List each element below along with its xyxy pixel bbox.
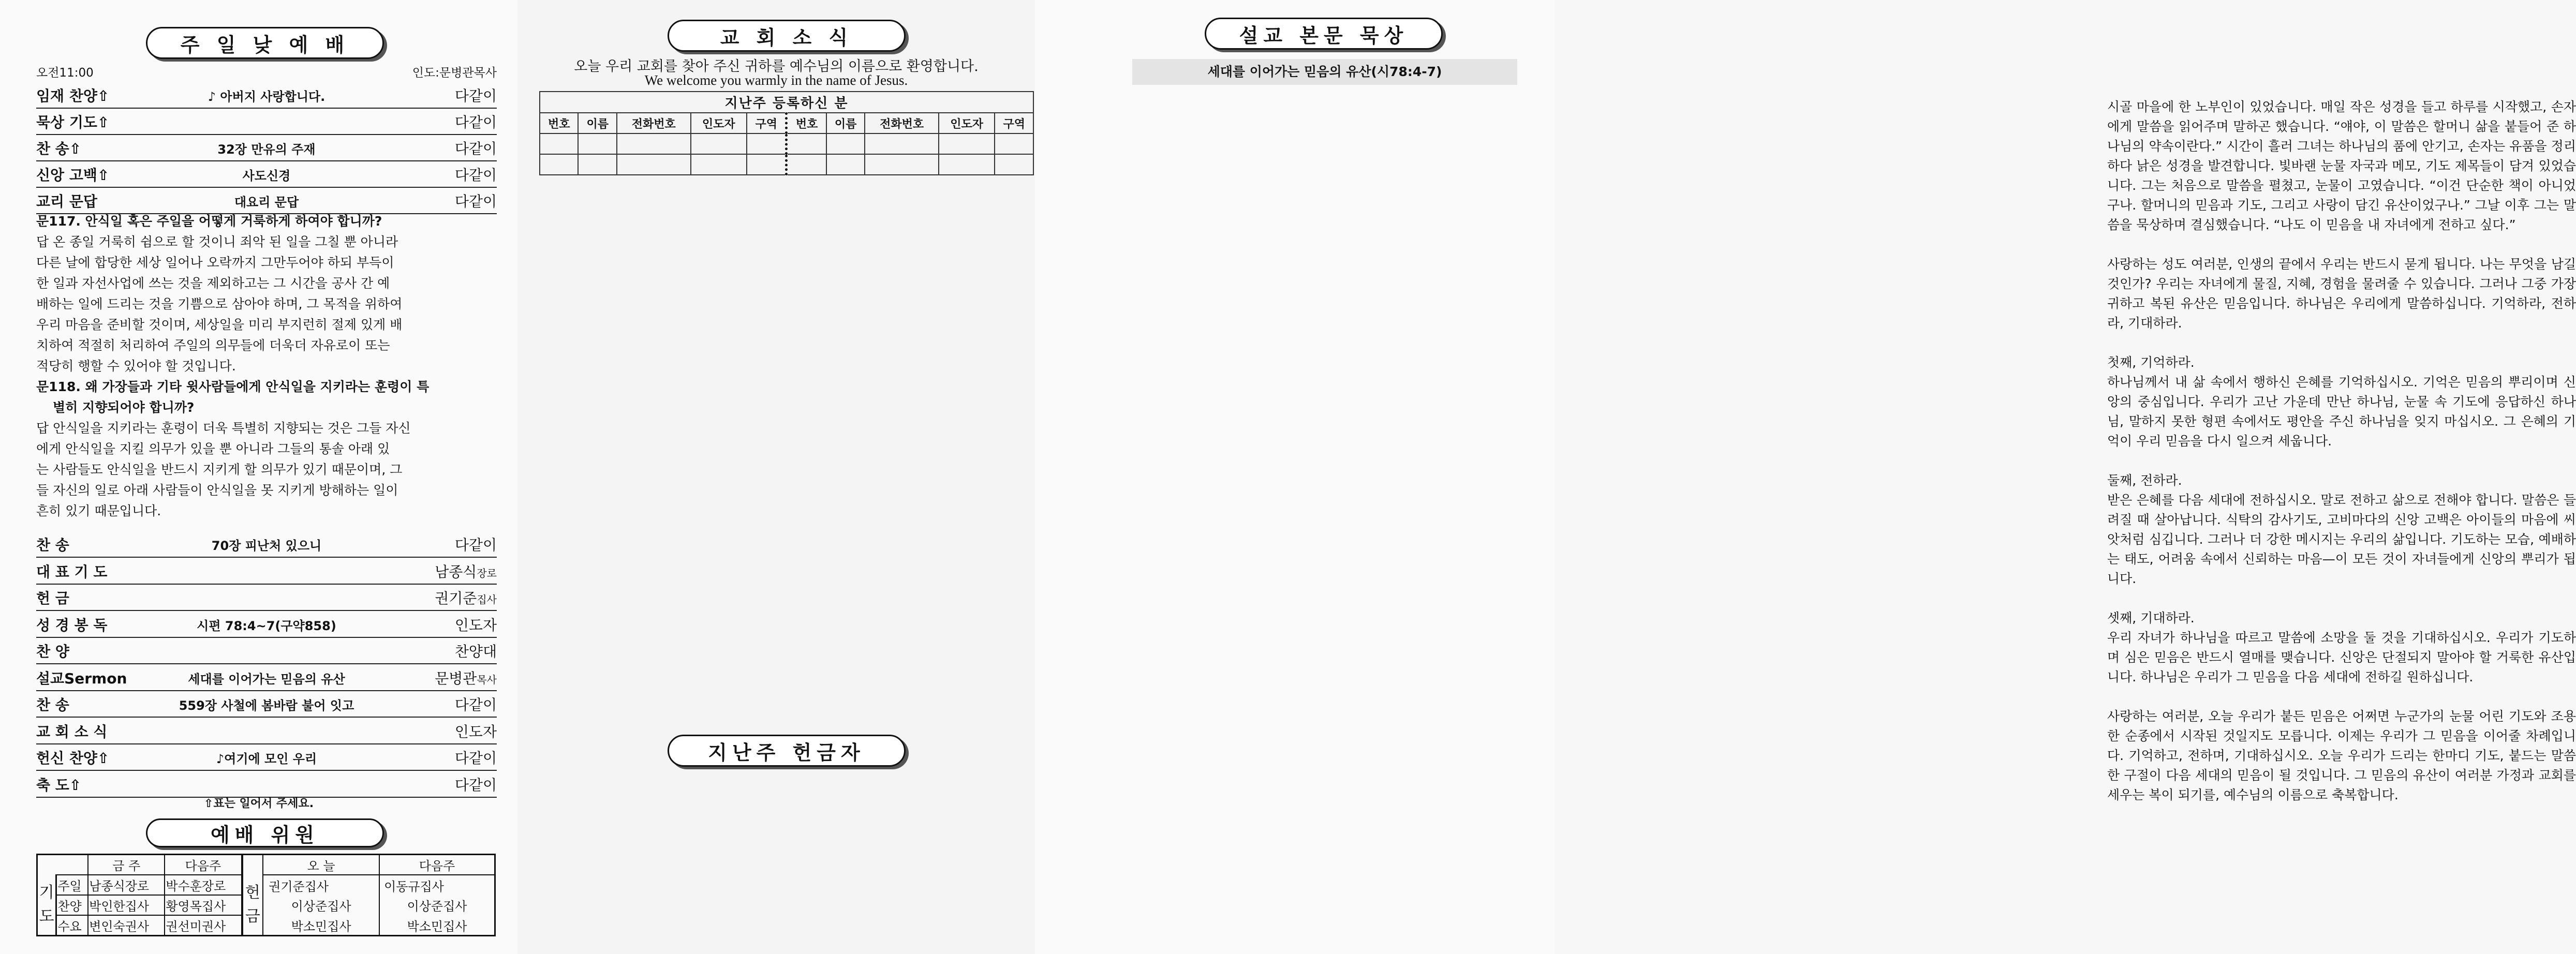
registration-title: 지난주 등록하신 분 xyxy=(540,92,1033,113)
meditation-title: 설교 본문 묵상 xyxy=(1205,18,1443,50)
worship-title: 주 일 낮 예 배 xyxy=(146,27,384,59)
order-row xyxy=(36,585,497,611)
order-row xyxy=(36,83,497,109)
order-person xyxy=(435,561,497,582)
registration-cell xyxy=(787,154,826,175)
order-label: 축 도⇧ xyxy=(36,776,82,794)
meditation-subtitle: 세대를 이어가는 믿음의 유산(시78:4-7) xyxy=(1132,59,1517,85)
registration-empty-row xyxy=(540,133,1033,154)
order-person xyxy=(455,164,497,185)
catechism-answer-lines xyxy=(36,439,499,521)
order-person xyxy=(435,587,497,608)
catechism-answer-line: 들 자신의 일로 아래 사람들이 안식일을 못 지키게 방해하는 일이 xyxy=(36,483,398,498)
staff-head-next: 다음주 xyxy=(165,855,242,875)
order-person-title: 장로 xyxy=(477,567,497,579)
sermon-paragraph: 사랑하는 성도 여러분, 인생의 끝에서 우리는 반드시 묻게 됩니다. 나는 무엇을 남길 것인가? 우리는 자녀에게 물질, 지혜, 경험을 물려줄 수 있습니다. 그러나 그중 가장 귀하고 복된 유산은 믿음입니다. 하나님은 우리에게 말씀하십니다. 기억하라, 전하라, 기대하라. xyxy=(2107,257,2576,331)
order-row xyxy=(36,745,497,771)
order-row xyxy=(36,188,497,214)
order-label: 헌 금 xyxy=(36,590,69,607)
registration-cell xyxy=(787,133,826,154)
order-label: 묵상 기도⇧ xyxy=(36,114,110,131)
order-person-name: 찬양대 xyxy=(454,643,497,660)
sermon-paragraph: 사랑하는 여러분, 오늘 우리가 붙든 믿음은 어쩌면 누군가의 눈물 어린 기도와 조용한 순종에서 시작된 것일지도 모릅니다. 이제는 우리가 그 믿음을 이어줄 차례입니다. 기억하고, 전하며, 기대하십시오. 오늘 우리가 드리는 한마디 기도, 붙드는 말씀 한 구절이 다음 세대의 믿음이 될 것입니다. 그 믿음의 유산이 여러분 가정과 교회를 세우는 복이 되기를, 예수님의 이름으로 축복합니다. xyxy=(2107,709,2576,802)
registration-cell xyxy=(617,154,691,175)
staff-row-key: 주일 xyxy=(56,875,88,895)
order-person-name: 다같이 xyxy=(454,87,497,105)
order-label: 찬 송⇧ xyxy=(36,140,82,157)
registration-col-header: 구역 xyxy=(995,113,1033,133)
order-person-name: 남종식 xyxy=(435,563,477,580)
registration-cell xyxy=(578,154,616,175)
order-detail: 세대를 이어가는 믿음의 유산 xyxy=(188,672,345,687)
order-person-name: 다같이 xyxy=(454,750,497,767)
registration-cell xyxy=(826,154,865,175)
offering-head-today: 오 늘 xyxy=(263,855,379,875)
order-detail: ♪여기에 모인 우리 xyxy=(216,752,317,766)
catechism-qa-2 xyxy=(36,377,499,521)
order-label: 찬 양 xyxy=(36,643,69,660)
registration-cell xyxy=(939,154,995,175)
welcome-english: We welcome you warmly in the name of Jesus. xyxy=(644,72,908,88)
order-person xyxy=(455,721,497,741)
order-row xyxy=(36,692,497,718)
order-label: 신앙 고백⇧ xyxy=(36,167,110,184)
order-detail: 32장 만유의 주재 xyxy=(217,142,316,157)
order-detail: 70장 피난처 있으니 xyxy=(211,539,322,553)
catechism-answer-line: 적당히 행할 수 있어야 할 것입니다. xyxy=(36,359,236,374)
registration-cell xyxy=(617,133,691,154)
catechism-answer-lines xyxy=(36,252,499,377)
catechism-answer-first: 답 온 종일 거룩히 쉼으로 할 것이니 죄악 된 일을 그칠 뿐 아니라 xyxy=(36,234,398,249)
sermon-meditation-panel xyxy=(1035,0,2576,954)
registration-col-header: 이름 xyxy=(578,113,616,133)
order-detail: ♪ 아버지 사랑합니다. xyxy=(208,90,325,104)
staff-title: 예배 위원 xyxy=(146,818,384,847)
catechism-qa-1 xyxy=(36,211,499,377)
order-row xyxy=(36,612,497,638)
order-label: 헌신 찬양⇧ xyxy=(36,750,110,767)
offering-today-1: 권기준집사 xyxy=(263,875,379,895)
registration-col-header: 이름 xyxy=(826,113,865,133)
sermon-paragraph: 시골 마을에 한 노부인이 있었습니다. 매일 작은 성경을 들고 하루를 시작했고, 손자에게 말씀을 읽어주며 말하곤 했습니다. “얘야, 이 말씀은 할머니 삶을 붙들어 준 하나님의 약속이란다.” 시간이 흘러 그녀는 하나님의 품에 안기고, 손자는 유품을 정리하다 낡은 성경을 발견합니다. 빛바랜 눈물 자국과 메모, 기도 제목들이 담겨 있었습니다. 그는 처음으로 말씀을 펼쳤고, 눈물이 고였습니다. “이건 단순한 책이 아니었구나. 할머니의 믿음과 기도, 그리고 사랑이 담긴 유산이었구나.” 그날 이후 그는 말씀을 묵상하며 결심했습니다. “나도 이 믿음을 내 자녀에게 전하고 싶다.” xyxy=(2107,99,2576,232)
order-person-name: 문병관 xyxy=(435,669,477,687)
registration-cell xyxy=(540,133,578,154)
registration-cell xyxy=(540,154,578,175)
catechism-answer-line: 다른 날에 합당한 세상 일어나 오락까지 그만두어야 하되 부득이 xyxy=(36,255,394,270)
catechism-answer-line: 우리 마음을 준비할 것이며, 세상일을 미리 부지런히 절제 있게 배 xyxy=(36,317,403,332)
order-row xyxy=(36,532,497,558)
staff-row-this: 변인숙권사 xyxy=(88,915,165,936)
registration-cell xyxy=(747,154,787,175)
order-label: 대 표 기 도 xyxy=(36,563,108,580)
offering-today-3: 박소민집사 xyxy=(263,915,379,936)
sermon-body xyxy=(2107,97,2576,825)
order-row xyxy=(36,719,497,744)
registration-table xyxy=(539,91,1034,175)
staff-row-next: 황영목집사 xyxy=(165,895,242,915)
registration-col-header: 인도자 xyxy=(691,113,747,133)
order-person-name: 다같이 xyxy=(454,114,497,131)
order-person-name: 권기준 xyxy=(435,590,477,607)
registration-col-header: 전화번호 xyxy=(617,113,691,133)
staff-table xyxy=(36,854,496,936)
order-label: 설교Sermon xyxy=(36,669,127,687)
staff-row-key: 찬양 xyxy=(56,895,88,915)
order-person-name: 다같이 xyxy=(454,140,497,157)
order-person xyxy=(455,190,497,211)
order-person-name: 다같이 xyxy=(454,167,497,184)
registration-col-header: 구역 xyxy=(747,113,787,133)
registration-col-header: 번호 xyxy=(540,113,578,133)
offering-today-2: 이상준집사 xyxy=(263,895,379,915)
registration-cell xyxy=(865,133,939,154)
registration-cell xyxy=(578,133,616,154)
catechism-answer-line: 한 일과 자선사업에 쓰는 것을 제외하고는 그 시간을 공사 간 예 xyxy=(36,276,390,291)
offering-next-1: 이동규집사 xyxy=(379,875,495,895)
order-person xyxy=(435,667,497,688)
registration-cell xyxy=(995,154,1033,175)
order-row xyxy=(36,638,497,664)
sermon-paragraph: 첫째, 기억하라. 하나님께서 내 삶 속에서 행하신 은혜를 기억하십시오. 기억은 믿음의 뿌리이며 신앙의 중심입니다. 우리가 고난 가운데 만난 하나님, 눈물 속 기도에 응답하신 하나님, 말하지 못한 형편 속에서도 평안을 주신 하나님을 잊지 마십시오. 그 은혜의 기억이 우리 믿음을 다시 일으켜 세웁니다. xyxy=(2107,355,2576,449)
offering-head-next: 다음주 xyxy=(379,855,495,875)
order-label: 임재 찬양⇧ xyxy=(36,87,110,105)
order-label: 교 회 소 식 xyxy=(36,723,108,740)
offering-next-3: 박소민집사 xyxy=(379,915,495,936)
registration-cell xyxy=(747,133,787,154)
order-person-title: 목사 xyxy=(477,673,497,686)
order-person xyxy=(455,111,497,132)
order-row xyxy=(36,559,497,585)
order-row xyxy=(36,109,497,135)
worship-time: 오전11:00 xyxy=(36,66,94,80)
registration-cell xyxy=(995,133,1033,154)
catechism-question: 문118. 왜 가장들과 기타 윗사람들에게 안식일을 지키라는 훈령이 특 xyxy=(36,379,430,394)
order-detail: 대요리 문답 xyxy=(234,195,299,210)
catechism-answer-line: 치하여 적절히 처리하여 주일의 의무들에 더욱더 자유로이 또는 xyxy=(36,338,390,353)
offering-side-heon: 헌 xyxy=(245,884,260,902)
order-person xyxy=(455,694,497,714)
order-detail: 시편 78:4~7(구약858) xyxy=(197,618,336,633)
staff-row-this: 박인한집사 xyxy=(88,895,165,915)
offering-side-geum: 금 xyxy=(245,907,260,926)
catechism-answer-line: 에게 안식일을 지킬 의무가 있을 뿐 아니라 그들의 통솔 아래 있 xyxy=(36,441,390,456)
catechism-answer-line: 흔히 있기 때문입니다. xyxy=(36,503,161,518)
order-person-name: 인도자 xyxy=(454,616,497,634)
catechism-answer-first: 답 안식일을 지키라는 훈령이 더욱 특별히 지향되는 것은 그들 자신 xyxy=(36,421,411,436)
order-person xyxy=(455,85,497,106)
order-label: 찬 송 xyxy=(36,536,69,554)
catechism-question-cont: 별히 지향되어야 합니까? xyxy=(53,400,195,415)
order-detail: 559장 사철에 봄바람 불어 잇고 xyxy=(179,698,354,713)
registration-col-header: 전화번호 xyxy=(865,113,939,133)
order-person xyxy=(455,138,497,158)
registration-empty-row xyxy=(540,154,1033,175)
catechism-answer-line: 는 사람들도 안식일을 반드시 지키게 할 의무가 있기 때문이며, 그 xyxy=(36,462,403,477)
order-person xyxy=(455,640,497,661)
order-person-name: 인도자 xyxy=(454,723,497,740)
staff-row-this: 남종식장로 xyxy=(88,875,165,895)
donor-title: 지난주 헌금자 xyxy=(668,735,906,767)
order-person-name: 다같이 xyxy=(454,536,497,554)
order-detail: 사도신경 xyxy=(242,169,291,183)
sermon-paragraph: 둘째, 전하라. 받은 은혜를 다음 세대에 전하십시오. 말로 전하고 삶으로 전해야 합니다. 말씀은 들려질 때 살아납니다. 식탁의 감사기도, 고비마다의 신앙 고백은 아이들의 마음에 씨앗처럼 심깁니다. 그러나 더 강한 메시지는 우리의 삶입니다. 기도하는 모습, 예배하는 태도, 어려움 속에서 신뢰하는 마음—이 모든 것이 자녀들에게 신앙의 뿌리가 됩니다. xyxy=(2107,473,2576,586)
registration-cell xyxy=(826,133,865,154)
order-person-name: 다같이 xyxy=(454,776,497,794)
worship-order-panel xyxy=(0,0,517,954)
news-title: 교 회 소 식 xyxy=(668,20,906,52)
order-label: 성 경 봉 독 xyxy=(36,616,108,634)
order-label: 찬 송 xyxy=(36,696,69,713)
welcome-korean: 오늘 우리 교회를 찾아 주신 귀하를 예수님의 이름으로 환영합니다. xyxy=(574,58,979,74)
worship-leader: 인도:문병관목사 xyxy=(412,66,497,80)
order-row xyxy=(36,772,497,798)
registration-cell xyxy=(939,133,995,154)
catechism-answer-line: 배하는 일에 드리는 것을 기쁨으로 삼아야 하며, 그 목적을 위하여 xyxy=(36,296,403,311)
order-row xyxy=(36,136,497,161)
offering-next-2: 이상준집사 xyxy=(379,895,495,915)
order-person xyxy=(455,774,497,795)
registration-cell xyxy=(865,154,939,175)
order-person-title: 집사 xyxy=(477,593,497,606)
staff-head-this: 금 주 xyxy=(88,855,165,875)
order-person xyxy=(455,534,497,555)
order-person xyxy=(455,747,497,768)
order-person xyxy=(455,614,497,635)
sermon-paragraph: 셋째, 기대하라. 우리 자녀가 하나님을 따르고 말씀에 소망을 둘 것을 기대하십시오. 우리가 기도하며 심은 믿음은 반드시 열매를 맺습니다. 신앙은 단절되지 말아야 할 거룩한 유산입니다. 하나님은 우리가 그 믿음을 다음 세대에 전하길 원하십니다. xyxy=(2107,610,2576,684)
staff-side-do: 도 xyxy=(39,907,54,926)
order-person-name: 다같이 xyxy=(454,193,497,210)
registration-cell xyxy=(691,154,747,175)
registration-cell xyxy=(691,133,747,154)
registration-col-header: 번호 xyxy=(787,113,826,133)
order-row xyxy=(36,665,497,691)
order-label: 교리 문답 xyxy=(36,193,97,210)
order-row xyxy=(36,162,497,188)
stand-note: ⇧표는 일어서 주세요. xyxy=(203,797,314,810)
registration-col-header: 인도자 xyxy=(939,113,995,133)
catechism-question: 문117. 안식일 혹은 주일을 어떻게 거룩하게 하여야 합니까? xyxy=(36,214,382,229)
staff-row-next: 권선미권사 xyxy=(165,915,242,936)
staff-side-gi: 기 xyxy=(39,884,54,902)
church-news-panel xyxy=(517,0,1035,954)
staff-row-key: 수요 xyxy=(56,915,88,936)
staff-row-next: 박수훈장로 xyxy=(165,875,242,895)
order-person-name: 다같이 xyxy=(454,696,497,713)
